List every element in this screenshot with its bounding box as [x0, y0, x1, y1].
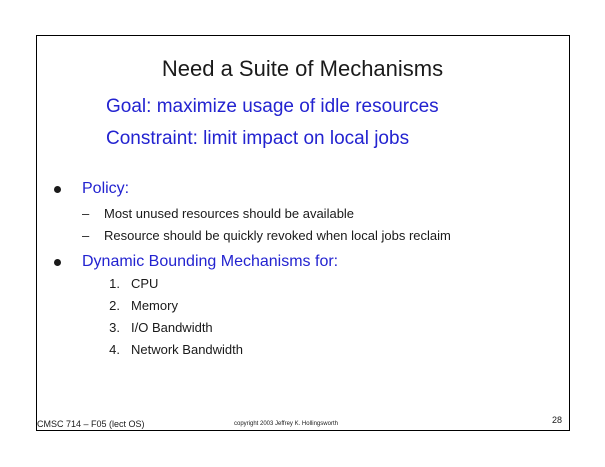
list-item: I/O Bandwidth — [131, 320, 213, 335]
list-item-number: 1. — [109, 276, 120, 291]
constraint-line: Constraint: limit impact on local jobs — [106, 128, 410, 149]
bullet-policy-label: Policy: — [82, 180, 130, 197]
policy-subitem: Resource should be quickly revoked when local jobs reclaim — [104, 228, 451, 243]
slide-title: Need a Suite of Mechanisms — [161, 56, 444, 81]
bullet-mechanisms-label: Dynamic Bounding Mechanisms for: — [82, 253, 339, 270]
bullet-icon — [54, 259, 61, 266]
list-item-number: 4. — [109, 342, 120, 357]
footer-copyright: copyright 2003 Jeffrey K. Hollingsworth — [234, 421, 338, 427]
footer-course: CMSC 714 – F05 (lect OS) — [37, 419, 145, 429]
list-item-number: 3. — [109, 320, 120, 335]
goal-line: Goal: maximize usage of idle resources — [106, 96, 439, 117]
page-number: 28 — [552, 415, 563, 425]
dash-icon: – — [82, 228, 90, 243]
list-item: Memory — [131, 298, 178, 313]
bullet-icon — [54, 186, 61, 193]
list-item-number: 2. — [109, 298, 120, 313]
list-item: CPU — [131, 276, 159, 291]
list-item: Network Bandwidth — [131, 342, 243, 357]
dash-icon: – — [82, 206, 90, 221]
policy-subitem: Most unused resources should be available — [104, 206, 355, 221]
